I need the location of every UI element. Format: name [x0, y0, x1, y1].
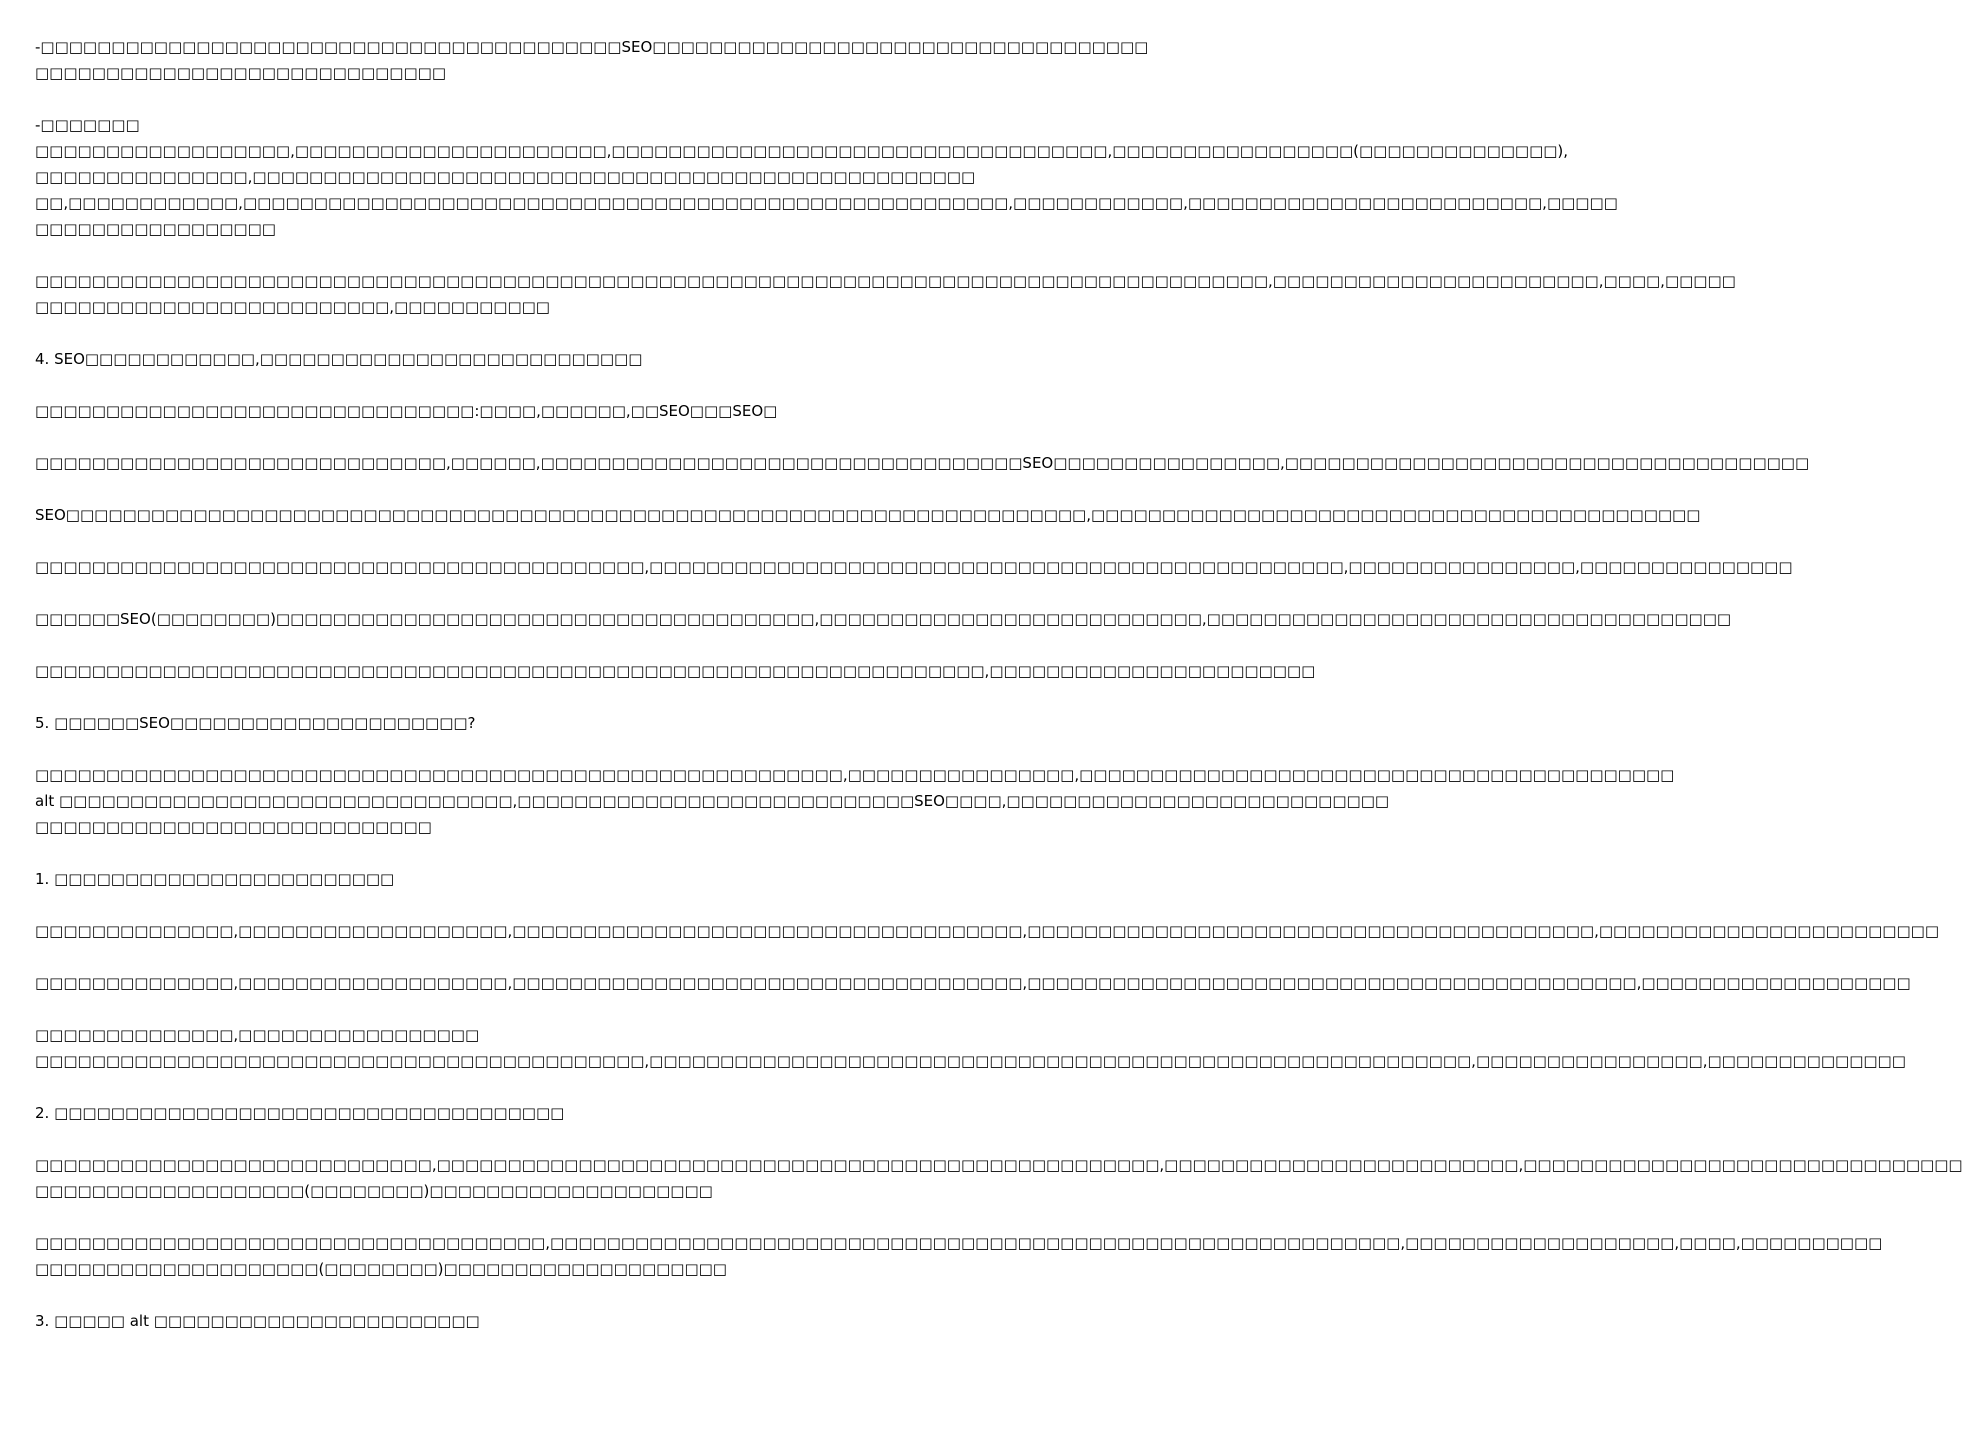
text-line: □□□□□□□□□□□□□□□□□□□□□□□□□□□□□	[35, 64, 446, 82]
text-line: □□□□□□□□□□□□□□□□□□□□□□□□□□□□□□□:□□□□,□□□□□□,□□SEO□□□SEO□	[35, 402, 778, 420]
paragraph	[35, 866, 990, 892]
paragraph	[35, 918, 1939, 944]
paragraph	[35, 970, 1911, 996]
paragraph	[35, 112, 1618, 242]
text-line: 3. □□□□□ alt □□□□□□□□□□□□□□□□□□□□□□□	[35, 1312, 480, 1330]
text-line: □□□□□□□□□□□□□□□□□□□□(□□□□□□□□)□□□□□□□□□□□□□□□□□□□□	[35, 1260, 727, 1278]
paragraph	[35, 762, 1675, 840]
text-line: □□,□□□□□□□□□□□□,□□□□□□□□□□□□□□□□□□□□□□□□□□□□□□□□□□□□□□□□□□□□□□□□□□□□□□,□□□□□□□□□□□□,□□□□□□□□□□□□□□□□□□□□□□□□□,□□□□□	[35, 194, 1618, 212]
paragraph	[35, 34, 1149, 86]
text-line: 5. □□□□□□SEO□□□□□□□□□□□□□□□□□□□□□?	[35, 714, 476, 732]
text-line: □□□□□□SEO(□□□□□□□□)□□□□□□□□□□□□□□□□□□□□□□□□□□□□□□□□□□□□□□,□□□□□□□□□□□□□□□□□□□□□□□□□□□,□□□□□□□□□□□□□□□□□□□□□□□□□□□□□□□□□□□□□	[35, 610, 1732, 628]
paragraph	[35, 398, 990, 424]
text-line: -□□□□□□□	[35, 116, 140, 134]
text-line: 2. □□□□□□□□□□□□□□□□□□□□□□□□□□□□□□□□□□□□	[35, 1104, 565, 1122]
text-line: alt □□□□□□□□□□□□□□□□□□□□□□□□□□□□□□□□,□□□□□□□□□□□□□□□□□□□□□□□□□□□□SEO□□□□,□□□□□□□□□□□□□□□□□□□□□□□□□□□	[35, 792, 1390, 810]
paragraph	[35, 1100, 990, 1126]
text-line: □□□□□□□□□□□□□□□□□□□□□□□□□□□□□□□□□□□□□□□□□□□,□□□□□□□□□□□□□□□□□□□□□□□□□□□□□□□□□□□□□□□□□□□□□□□□□□□□□□□□□□,□□□□□□□□□□□□□□□□,□□□□□□□□□□□□□□	[35, 1052, 1906, 1070]
text-line: □□□□□□□□□□□□□□□□□□□□□□□□□□□□□□□□□□□□□□□□□□□□□□□□□□□□□□□□□□□□□□□□□□□□□□□□□□□□□□□□□□□□□□□,□□□□□□□□□□□□□□□□□□□□□□□,□□□□,□□□□□	[35, 272, 1736, 290]
text-line: □□□□□□□□□□□□□□,□□□□□□□□□□□□□□□□□□□,□□□□□□□□□□□□□□□□□□□□□□□□□□□□□□□□□□□□,□□□□□□□□□□□□□□□□□□□□□□□□□□□□□□□□□□□□□□□□□□□,□□□□□□□□□□□□□□□□□□□	[35, 974, 1911, 992]
paragraph	[35, 658, 1316, 684]
text-line: □□□□□□□□□□□□□□□□□□□□□□□□□□□□□□□□□□□□□□□□□□□□□□□□□□□□□□□□□□□□□□□□□□□,□□□□□□□□□□□□□□□□□□□□□□□	[35, 662, 1316, 680]
paragraph	[35, 450, 1810, 476]
paragraph	[35, 1152, 1963, 1204]
paragraph	[35, 554, 1793, 580]
text-line: 1. □□□□□□□□□□□□□□□□□□□□□□□□	[35, 870, 395, 888]
text-line: □□□□□□□□□□□□□□□□□□□□□□□□□□□□□□□□□□□□□□□□□□□□□□□□□□□□□□□□□,□□□□□□□□□□□□□□□□,□□□□□□□□□□□□□□□□□□□□□□□□□□□□□□□□□□□□□□□□□□	[35, 766, 1675, 784]
text-line: □□□□□□□□□□□□□□□□□□□□□□□□□□□□□,□□□□□□,□□□□□□□□□□□□□□□□□□□□□□□□□□□□□□□□□□SEO□□□□□□□□□□□□□□□□,□□□□□□□□□□□□□□□□□□□□□□□□□□□□□□□□□□□□□	[35, 454, 1810, 472]
paragraph	[35, 606, 1732, 632]
paragraph	[35, 710, 990, 736]
text-line: □□□□□□□□□□□□□□□□□□□□□□□□□□□□□□□□□□□□,□□□□□□□□□□□□□□□□□□□□□□□□□□□□□□□□□□□□□□□□□□□□□□□□□□□□□□□□□□□□,□□□□□□□□□□□□□□□□□□□,□□□□,□□□□□□□□□□	[35, 1234, 1883, 1252]
paragraph	[35, 502, 1701, 528]
text-line: □□□□□□□□□□□□□□□□□□□□□□□□□□□□□□□□□□□□□□□□□□□,□□□□□□□□□□□□□□□□□□□□□□□□□□□□□□□□□□□□□□□□□□□□□□□□□,□□□□□□□□□□□□□□□□,□□□□□□□□□□□□□□□	[35, 558, 1793, 576]
document-body	[35, 34, 1963, 1434]
text-line: □□□□□□□□□□□□□□□□□□□□□□□□□,□□□□□□□□□□□	[35, 298, 550, 316]
text-line: SEO□□□□□□□□□□□□□□□□□□□□□□□□□□□□□□□□□□□□□□□□□□□□□□□□□□□□□□□□□□□□□□□□□□□□□□□□,□□□□□□□□□□□□□□□□□□□□□□□□□□□□□□□□□□□□□□□□□□□	[35, 506, 1701, 524]
paragraph	[35, 1022, 1906, 1074]
text-line: □□□□□□□□□□□□□□□□□	[35, 220, 276, 238]
text-line: □□□□□□□□□□□□□□,□□□□□□□□□□□□□□□□□□□,□□□□□□□□□□□□□□□□□□□□□□□□□□□□□□□□□□□□,□□□□□□□□□□□□□□□□□□□□□□□□□□□□□□□□□□□□□□□□,□□□□□□□□□□□□□□□□□□□□□□□□	[35, 922, 1939, 940]
text-line: □□□□□□□□□□□□□□,□□□□□□□□□□□□□□□□□	[35, 1026, 480, 1044]
text-line: □□□□□□□□□□□□□□□□□□□(□□□□□□□□)□□□□□□□□□□□□□□□□□□□□	[35, 1182, 713, 1200]
text-line: 4. SEO□□□□□□□□□□□□,□□□□□□□□□□□□□□□□□□□□□□□□□□□	[35, 350, 643, 368]
paragraph	[35, 1230, 1883, 1282]
text-line: □□□□□□□□□□□□□□□□□□,□□□□□□□□□□□□□□□□□□□□□□,□□□□□□□□□□□□□□□□□□□□□□□□□□□□□□□□□□□,□□□□□□□□□□□□□□□□□(□□□□□□□□□□□□□□),	[35, 142, 1569, 160]
text-line: □□□□□□□□□□□□□□□,□□□□□□□□□□□□□□□□□□□□□□□□□□□□□□□□□□□□□□□□□□□□□□□□□□□	[35, 168, 976, 186]
text-line: -□□□□□□□□□□□□□□□□□□□□□□□□□□□□□□□□□□□□□□□□□SEO□□□□□□□□□□□□□□□□□□□□□□□□□□□□□□□□□□□	[35, 38, 1149, 56]
text-line: □□□□□□□□□□□□□□□□□□□□□□□□□□□□,□□□□□□□□□□□□□□□□□□□□□□□□□□□□□□□□□□□□□□□□□□□□□□□□□□□,□□□□□□□□□□□□□□□□□□□□□□□□□,□□□□□□□□□□□□□□□□□□□□□□□□□□□□□□□	[35, 1156, 1963, 1174]
text-line: □□□□□□□□□□□□□□□□□□□□□□□□□□□□	[35, 818, 432, 836]
paragraph	[35, 346, 990, 372]
paragraph	[35, 268, 1736, 320]
paragraph	[35, 1308, 990, 1334]
